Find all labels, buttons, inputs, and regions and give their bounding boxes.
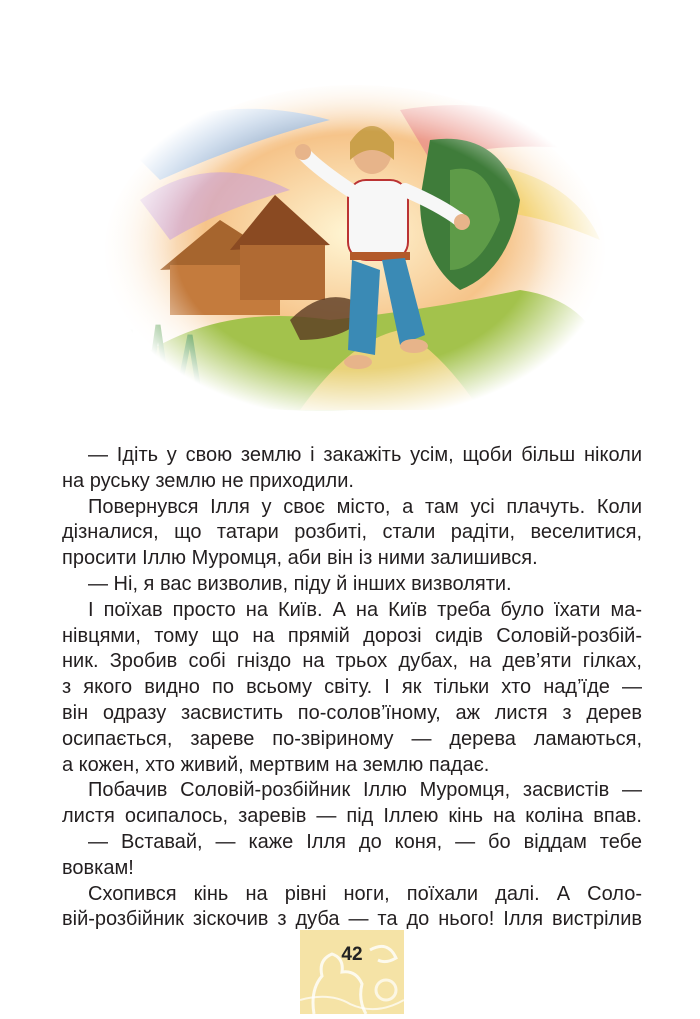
text-line: — Вставай, — каже Ілля до коня, — бо віддам тебе: [88, 830, 642, 853]
text-line: Повернувся Ілля у своє місто, а там усі плачуть. Коли: [88, 495, 642, 518]
text-line: просити Іллю Муромця, аби він із ними залишився.: [62, 547, 538, 570]
story-text: [62, 443, 642, 933]
text-line: осипається, зареве по-звіриному — дерева ламаються,: [62, 727, 642, 750]
text-line: ник. Зробив собі гніздо на трьох дубах, на дев’яти гілках,: [62, 650, 642, 673]
text-line: Схопився кінь на рівні ноги, поїхали далі. А Соло-: [88, 882, 642, 905]
text-line: на руську землю не приходили.: [62, 469, 354, 492]
text-line: вовкам!: [62, 856, 134, 879]
text-line: нівцями, тому що на прямій дорозі сидів Соловій-розбій-: [62, 624, 642, 647]
text-line: Побачив Соловій-розбійник Іллю Муромця, засвистів —: [88, 779, 642, 802]
page-number: 42: [341, 944, 363, 965]
text-line: — Ні, я вас визволив, піду й інших визволяти.: [88, 572, 512, 595]
text-line: листя осипалось, заревів — під Іллею кінь на коліна впав.: [62, 805, 642, 828]
text-line: з якого видно по всьому світу. І як тільки хто над’їде —: [62, 676, 642, 699]
text-line: дізналися, що татари розбиті, стали радіти, веселитися,: [62, 521, 642, 544]
story-illustration: [100, 80, 610, 420]
text-line: а кожен, хто живий, мертвим на землю падає.: [62, 753, 490, 776]
text-line: він одразу засвистить по-солов’їному, аж листя з дерев: [62, 701, 642, 724]
text-line: вій-розбійник зіскочив з дуба — та до нього! Ілля вистрілив: [62, 908, 642, 931]
horse-ornament-icon: [300, 930, 404, 1014]
text-line: — Ідіть у свою землю і закажіть усім, щоби більш ніколи: [88, 444, 642, 466]
text-line: І поїхав просто на Київ. А на Київ треба було їхати ма-: [88, 598, 642, 621]
page-number-badge: [300, 930, 404, 1014]
